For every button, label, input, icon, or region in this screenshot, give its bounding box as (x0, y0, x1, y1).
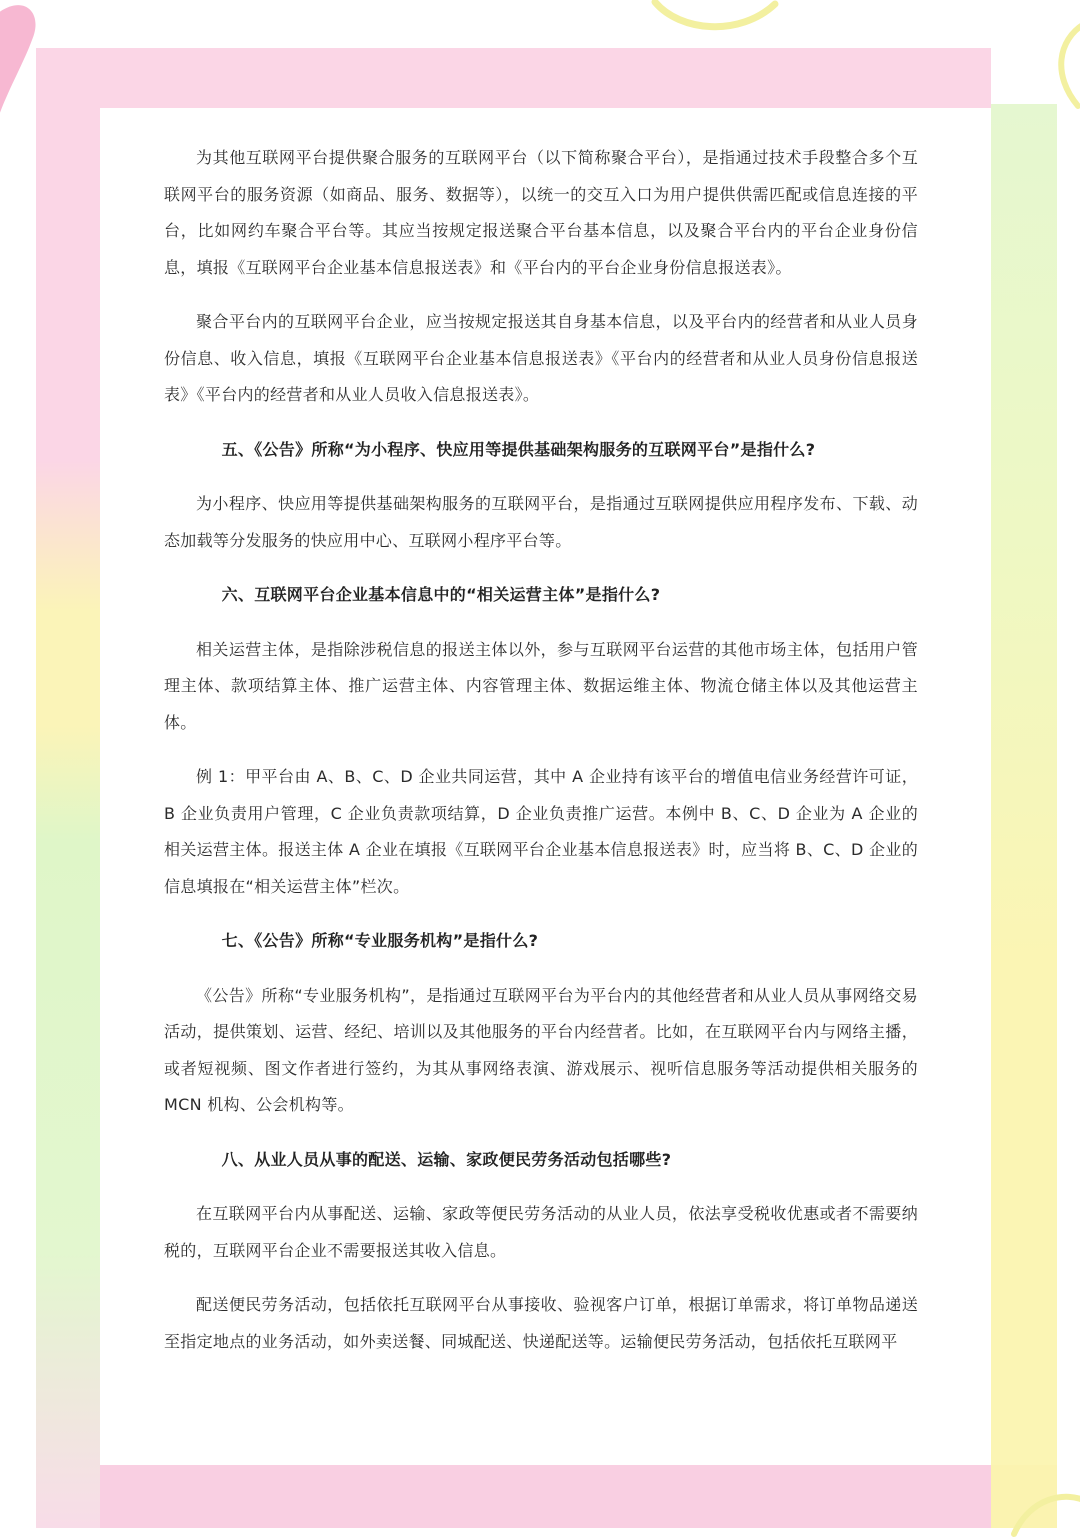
paragraph: 《公告》所称“专业服务机构”，是指通过互联网平台为平台内的其他经营者和从业人员从事网络交易活动，提供策划、运营、经纪、培训以及其他服务的平台内经营者。比如，在互联网平台内与网络主播，或者短视频、图文作者进行签约，为其从事网络表演、游戏展示、视听信息服务等活动提供相关服务的 MCN 机构、公会机构等。 (164, 985, 918, 1114)
paragraph: 例 1：甲平台由 A、B、C、D 企业共同运营，其中 A 企业持有该平台的增值电信业务经营许可证，B 企业负责用户管理，C 企业负责款项结算，D 企业负责推广运营。本例中 B、C、D 企业为 A 企业的相关运营主体。报送主体 A 企业在填报《互联网平台企业基本信息报送表》时，应当将 B、C、D 企业的信息填报在“相关运营主体”栏次。 (164, 767, 918, 896)
decorative-frame-bottom (100, 1465, 991, 1528)
paragraph: 相关运营主体，是指除涉税信息的报送主体以外，参与互联网平台运营的其他市场主体，包括用户管理主体、款项结算主体、推广运营主体、内容管理主体、数据运维主体、物流仓储主体以及其他运营主体。 (164, 639, 918, 732)
section-heading: 八、从业人员从事的配送、运输、家政便民劳务活动包括哪些? (221, 1149, 672, 1169)
swirl-decoration-icon (650, 0, 780, 40)
paragraph: 聚合平台内的互联网平台企业，应当按规定报送其自身基本信息，以及平台内的经营者和从业人员身份信息、收入信息，填报《互联网平台企业基本信息报送表》《平台内的经营者和从业人员身份信息报送表》《平台内的经营者和从业人员收入信息报送表》。 (164, 312, 918, 404)
paragraph: 为其他互联网平台提供聚合服务的互联网平台（以下简称聚合平台），是指通过技术手段整合多个互联网平台的服务资源（如商品、服务、数据等），以统一的交互入口为用户提供供需匹配或信息连接的平台，比如网约车聚合平台等。其应当按规定报送聚合平台基本信息，以及聚合平台内的平台企业身份信息，填报《互联网平台企业基本信息报送表》和《平台内的平台企业身份信息报送表》。 (164, 148, 918, 277)
section-heading: 五、《公告》所称“为小程序、快应用等提供基础架构服务的互联网平台”是指什么? (221, 439, 816, 459)
decorative-frame-right (991, 104, 1057, 1528)
heart-decoration-icon (0, 0, 50, 120)
decorative-frame-left-yellow (36, 460, 100, 840)
section-heading: 七、《公告》所称“专业服务机构”是指什么? (221, 931, 539, 950)
swirl-decoration-icon (1010, 1488, 1080, 1538)
section-heading: 六、互联网平台企业基本信息中的“相关运营主体”是指什么? (221, 585, 661, 604)
paragraph: 在互联网平台内从事配送、运输、家政等便民劳务活动的从业人员，依法享受税收优惠或者不需要纳税的，互联网平台企业不需要报送其收入信息。 (164, 1204, 918, 1260)
decorative-frame-top (36, 48, 991, 108)
decorative-frame-left-green (36, 840, 100, 1528)
swirl-decoration-icon (1048, 20, 1080, 110)
paragraph: 为小程序、快应用等提供基础架构服务的互联网平台，是指通过互联网提供应用程序发布、下载、动态加载等分发服务的快应用中心、互联网小程序平台等。 (164, 494, 918, 550)
document-body (164, 140, 918, 1378)
paragraph: 配送便民劳务活动，包括依托互联网平台从事接收、验视客户订单，根据订单需求，将订单物品递送至指定地点的业务活动，如外卖送餐、同城配送、快递配送等。运输便民劳务活动，包括依托互联网平 (164, 1295, 918, 1351)
